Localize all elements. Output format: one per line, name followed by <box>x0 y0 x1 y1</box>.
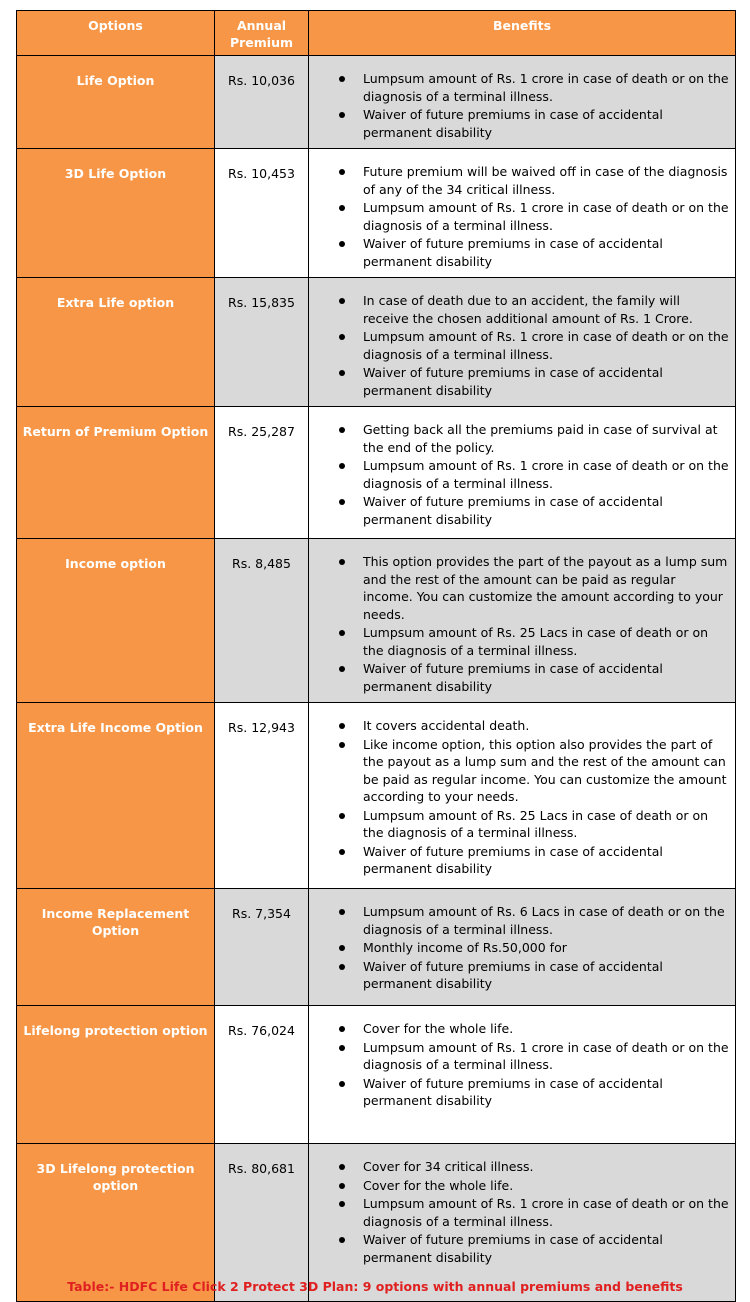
bullet-icon <box>339 964 345 970</box>
benefit-item <box>309 1039 729 1074</box>
benefit-text: Lumpsum amount of Rs. 1 crore in case of death or on the diagnosis of a terminal illness. <box>363 329 729 362</box>
bullet-icon <box>339 1183 345 1189</box>
option-name-cell: Income option <box>17 539 215 703</box>
benefit-text: Like income option, this option also provides the part of the payout as a lump sum and the rest of the amount can be paid as regular income. You can customize the amount according to your needs. <box>363 736 727 804</box>
benefits-list <box>309 292 729 399</box>
bullet-icon <box>339 1237 345 1243</box>
benefit-item <box>309 1075 729 1110</box>
benefit-item <box>309 843 729 878</box>
bullet-icon <box>339 463 345 469</box>
option-name-cell: Income Replacement Option <box>17 889 215 1006</box>
option-name-cell: 3D Lifelong protection option <box>17 1144 215 1302</box>
benefit-item <box>309 421 729 456</box>
benefit-text: Future premium will be waived off in case of the diagnosis of any of the 34 critical illness. <box>363 164 728 197</box>
annual-premium-cell: Rs. 12,943 <box>215 703 309 889</box>
benefits-list <box>309 553 729 695</box>
benefit-item <box>309 493 729 528</box>
bullet-icon <box>339 813 345 819</box>
benefits-cell <box>309 1144 736 1302</box>
benefits-cell <box>309 278 736 407</box>
plan-options-table-container <box>16 10 735 1302</box>
benefits-cell <box>309 703 736 889</box>
option-name-cell: Return of Premium Option <box>17 407 215 539</box>
benefit-text: Getting back all the premiums paid in case of survival at the end of the policy. <box>363 422 718 455</box>
bullet-icon <box>339 742 345 748</box>
benefit-text: Lumpsum amount of Rs. 1 crore in case of death or on the diagnosis of a terminal illness. <box>363 1039 729 1072</box>
benefit-item <box>309 717 729 735</box>
benefit-item <box>309 106 729 141</box>
header-annual-premium: Annual Premium <box>215 11 309 56</box>
benefits-list <box>309 70 729 141</box>
header-benefits: Benefits <box>309 11 736 56</box>
annual-premium-cell: Rs. 10,036 <box>215 56 309 149</box>
plan-options-table <box>16 10 736 1302</box>
table-row <box>17 56 736 149</box>
benefit-text: Lumpsum amount of Rs. 6 Lacs in case of death or on the diagnosis of a terminal illness. <box>363 904 725 937</box>
table-body <box>17 56 736 1302</box>
benefit-text: Waiver of future premiums in case of accidental permanent disability <box>363 1075 663 1108</box>
benefits-list <box>309 903 729 993</box>
benefit-item <box>309 903 729 938</box>
annual-premium-cell: Rs. 7,354 <box>215 889 309 1006</box>
benefit-text: Lumpsum amount of Rs. 1 crore in case of death or on the diagnosis of a terminal illness. <box>363 458 729 491</box>
bullet-icon <box>339 112 345 118</box>
benefit-item <box>309 235 729 270</box>
benefit-text: In case of death due to an accident, the family will receive the chosen additional amount of Rs. 1 Crore. <box>363 293 693 326</box>
benefit-item <box>309 958 729 993</box>
benefit-item <box>309 807 729 842</box>
benefit-text: Waiver of future premiums in case of accidental permanent disability <box>363 958 663 991</box>
benefits-list <box>309 163 729 270</box>
annual-premium-cell: Rs. 10,453 <box>215 149 309 278</box>
benefit-text: Waiver of future premiums in case of accidental permanent disability <box>363 236 663 269</box>
benefit-item <box>309 939 729 957</box>
benefit-item <box>309 1195 729 1230</box>
benefits-cell <box>309 407 736 539</box>
benefit-item <box>309 328 729 363</box>
bullet-icon <box>339 370 345 376</box>
benefit-item <box>309 624 729 659</box>
bullet-icon <box>339 1081 345 1087</box>
benefit-item <box>309 70 729 105</box>
annual-premium-cell: Rs. 80,681 <box>215 1144 309 1302</box>
benefit-item <box>309 457 729 492</box>
table-row <box>17 703 736 889</box>
bullet-icon <box>339 1164 345 1170</box>
annual-premium-cell: Rs. 8,485 <box>215 539 309 703</box>
table-row <box>17 1006 736 1144</box>
benefit-item <box>309 163 729 198</box>
bullet-icon <box>339 76 345 82</box>
table-row <box>17 149 736 278</box>
benefit-text: Cover for the whole life. <box>363 1177 514 1193</box>
annual-premium-cell: Rs. 25,287 <box>215 407 309 539</box>
bullet-icon <box>339 499 345 505</box>
benefit-text: It covers accidental death. <box>363 718 530 733</box>
table-header-row <box>17 11 736 56</box>
benefits-list <box>309 1020 729 1110</box>
bullet-icon <box>339 666 345 672</box>
option-name-cell: Lifelong protection option <box>17 1006 215 1144</box>
benefit-item <box>309 660 729 695</box>
benefit-text: This option provides the part of the payout as a lump sum and the rest of the amount can be paid as regular income. You can customize the amount according to your needs. <box>363 554 728 622</box>
annual-premium-cell: Rs. 76,024 <box>215 1006 309 1144</box>
table-row <box>17 539 736 703</box>
benefit-item <box>309 553 729 623</box>
bullet-icon <box>339 334 345 340</box>
bullet-icon <box>339 241 345 247</box>
option-name-cell: Life Option <box>17 56 215 149</box>
benefit-item <box>309 1231 729 1266</box>
bullet-icon <box>339 945 345 951</box>
benefit-item <box>309 292 729 327</box>
header-options: Options <box>17 11 215 56</box>
benefit-text: Lumpsum amount of Rs. 1 crore in case of death or on the diagnosis of a terminal illness. <box>363 71 729 104</box>
benefits-list <box>309 717 729 878</box>
benefit-text: Cover for 34 critical illness. <box>363 1159 534 1174</box>
option-name-cell: Extra Life option <box>17 278 215 407</box>
benefit-item <box>309 736 729 806</box>
table-row <box>17 407 736 539</box>
table-row <box>17 278 736 407</box>
bullet-icon <box>339 169 345 175</box>
benefits-cell <box>309 889 736 1006</box>
bullet-icon <box>339 205 345 211</box>
bullet-icon <box>339 427 345 433</box>
benefit-item <box>309 1158 729 1176</box>
benefits-cell <box>309 1006 736 1144</box>
benefit-item <box>309 364 729 399</box>
benefits-cell <box>309 149 736 278</box>
bullet-icon <box>339 1026 345 1032</box>
bullet-icon <box>339 849 345 855</box>
benefit-text: Monthly income of Rs.50,000 for <box>363 940 567 955</box>
benefit-text: Waiver of future premiums in case of accidental permanent disability <box>363 843 663 876</box>
option-name-cell: Extra Life Income Option <box>17 703 215 889</box>
benefit-text: Waiver of future premiums in case of accidental permanent disability <box>363 494 663 527</box>
benefits-cell <box>309 539 736 703</box>
bullet-icon <box>339 1201 345 1207</box>
benefit-text: Lumpsum amount of Rs. 25 Lacs in case of death or on the diagnosis of a terminal illness. <box>363 807 709 840</box>
benefit-text: Lumpsum amount of Rs. 1 crore in case of death or on the diagnosis of a terminal illness. <box>363 200 729 233</box>
bullet-icon <box>339 298 345 304</box>
benefit-item <box>309 1020 729 1038</box>
benefit-text: Waiver of future premiums in case of accidental permanent disability <box>363 1232 663 1265</box>
benefit-text: Waiver of future premiums in case of accidental permanent disability <box>363 365 663 398</box>
option-name-cell: 3D Life Option <box>17 149 215 278</box>
bullet-icon <box>339 909 345 915</box>
benefits-list <box>309 1158 729 1266</box>
table-row <box>17 889 736 1006</box>
bullet-icon <box>339 723 345 729</box>
bullet-icon <box>339 630 345 636</box>
benefits-cell <box>309 56 736 149</box>
table-caption: Table:- HDFC Life Click 2 Protect 3D Plan: 9 options with annual premiums and benefits <box>67 1279 683 1294</box>
bullet-icon <box>339 559 345 565</box>
benefit-text: Cover for the whole life. <box>363 1021 514 1036</box>
table-row <box>17 1144 736 1302</box>
benefits-list <box>309 421 729 528</box>
bullet-icon <box>339 1045 345 1051</box>
annual-premium-cell: Rs. 15,835 <box>215 278 309 407</box>
benefit-text: Waiver of future premiums in case of accidental permanent disability <box>363 107 663 140</box>
benefit-item <box>309 1177 729 1195</box>
benefit-item <box>309 199 729 234</box>
benefit-text: Lumpsum amount of Rs. 25 Lacs in case of death or on the diagnosis of a terminal illness. <box>363 625 709 658</box>
benefit-text: Waiver of future premiums in case of accidental permanent disability <box>363 661 663 694</box>
benefit-text: Lumpsum amount of Rs. 1 crore in case of death or on the diagnosis of a terminal illness. <box>363 1196 729 1229</box>
